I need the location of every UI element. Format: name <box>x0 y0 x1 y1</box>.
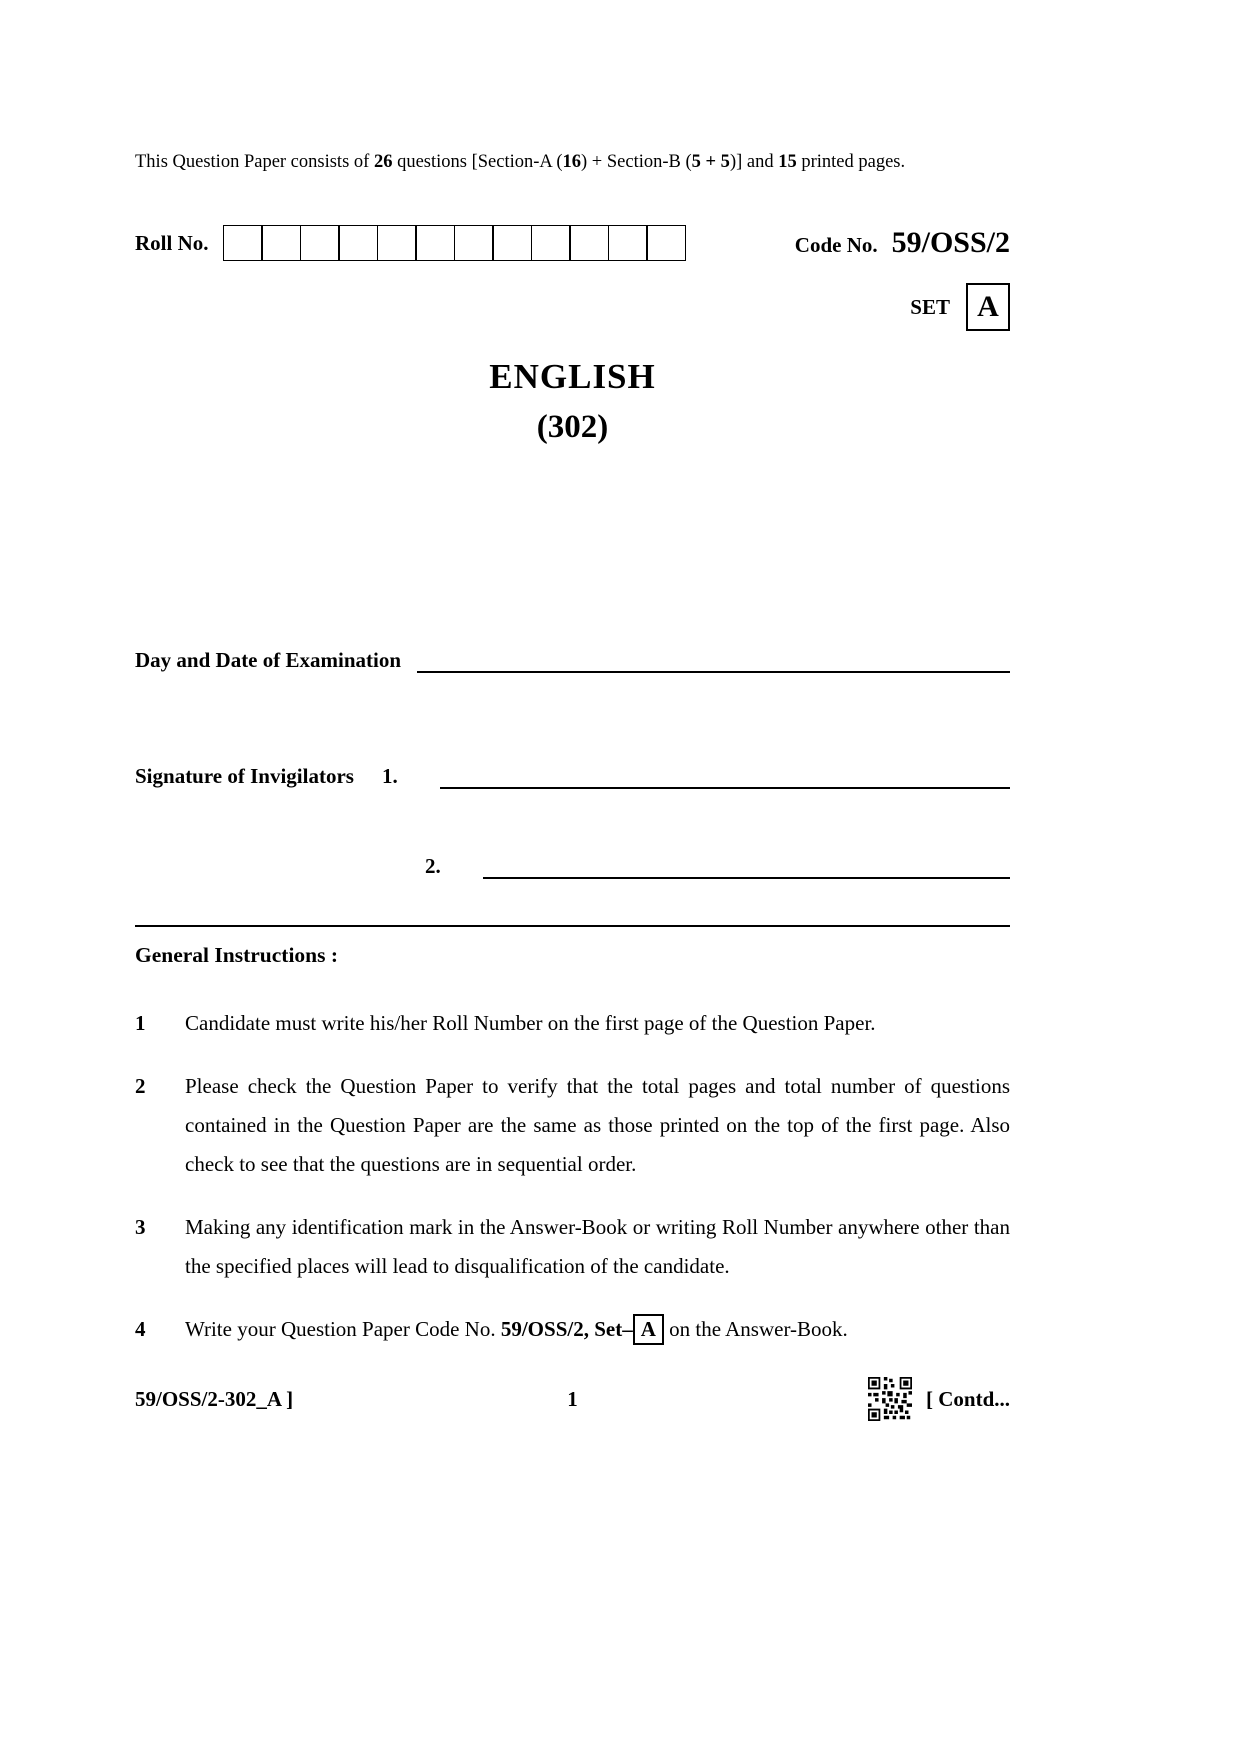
signature-row-1 <box>135 763 1010 789</box>
footer-contd: [ Contd... <box>925 1386 1010 1411</box>
roll-box <box>531 225 571 261</box>
header-note-text: )] and <box>729 152 779 172</box>
signature-1-number: 1. <box>381 764 398 789</box>
roll-box <box>454 225 494 261</box>
qr-code-icon <box>868 1377 912 1421</box>
code-no-value: 59/OSS/2 <box>891 226 1010 259</box>
subject-title: ENGLISH <box>489 357 656 396</box>
instruction-number: 3 <box>135 1215 146 1240</box>
instruction-item <box>135 1310 1010 1349</box>
instruction-text: Candidate must write his/her Roll Number on the first page of the Question Paper. <box>185 1011 876 1036</box>
boxed-set-a: A <box>633 1314 664 1344</box>
set-row <box>135 283 1010 331</box>
header-note-text: questions [Section-A ( <box>392 152 563 172</box>
signature-2-line <box>483 853 1010 879</box>
section-b-count: 5 + 5 <box>691 152 730 172</box>
signature-2-number: 2. <box>425 854 441 879</box>
roll-number-row <box>135 225 1010 261</box>
instruction-number: 2 <box>135 1074 146 1099</box>
instruction-text: Please check the Question Paper to verify that the total pages and total number of questions contained in the Question Paper are the same as those printed on the top of the first page. Also check to see that the questions are in sequential order. <box>185 1074 1010 1177</box>
roll-box <box>569 225 609 261</box>
divider <box>135 925 1010 927</box>
roll-box <box>646 225 686 261</box>
title-block <box>135 355 1010 449</box>
roll-box <box>261 225 301 261</box>
roll-box <box>415 225 455 261</box>
roll-boxes <box>223 225 687 261</box>
page-count: 15 <box>778 152 797 172</box>
signature-row-2 <box>135 853 1010 879</box>
section-a-count: 16 <box>562 152 582 172</box>
header-note-text: ) + Section-B ( <box>581 152 692 172</box>
header-note-text: printed pages. <box>796 152 906 172</box>
instruction-item <box>135 1208 1010 1286</box>
signature-1-line <box>440 763 1010 789</box>
roll-box <box>223 225 263 261</box>
footer-paper-code: 59/OSS/2-302_A ] <box>135 1386 294 1411</box>
set-label: SET <box>910 294 950 319</box>
roll-box <box>300 225 340 261</box>
code-no-label: Code No. <box>794 233 878 257</box>
question-paper-cover <box>135 0 1010 1421</box>
signature-label: Signature of Invigilators <box>135 764 354 789</box>
header-note-text: This Question Paper consists of <box>135 152 374 172</box>
instruction-4-code: 59/OSS/2, Set– <box>500 1317 633 1342</box>
roll-box <box>608 225 648 261</box>
header-note <box>135 150 1010 175</box>
instruction-item <box>135 1004 1010 1043</box>
roll-box <box>377 225 417 261</box>
instructions-heading: General Instructions : <box>135 943 339 968</box>
page-number: 1 <box>567 1386 578 1411</box>
roll-box <box>338 225 378 261</box>
day-date-label: Day and Date of Examination <box>135 648 402 673</box>
instruction-text <box>185 1310 1010 1349</box>
roll-no-label: Roll No. <box>135 230 209 255</box>
subject-code: (302) <box>536 409 609 445</box>
instruction-4-text-end: on the Answer-Book. <box>663 1317 848 1342</box>
set-box: A <box>966 283 1010 331</box>
code-no-group <box>795 226 1010 260</box>
day-date-row <box>135 647 1010 673</box>
instruction-number: 4 <box>135 1317 146 1342</box>
footer <box>135 1377 1010 1421</box>
instruction-4-text: Write your Question Paper Code No. <box>185 1317 501 1342</box>
footer-right-group <box>868 1377 1010 1421</box>
roll-box <box>492 225 532 261</box>
instruction-number: 1 <box>135 1011 146 1036</box>
instruction-item <box>135 1067 1010 1184</box>
day-date-line <box>417 647 1010 673</box>
instruction-text: Making any identification mark in the Answer-Book or writing Roll Number anywhere other than the specified places will lead to disqualification of the candidate. <box>185 1215 1010 1279</box>
question-count: 26 <box>373 152 393 172</box>
